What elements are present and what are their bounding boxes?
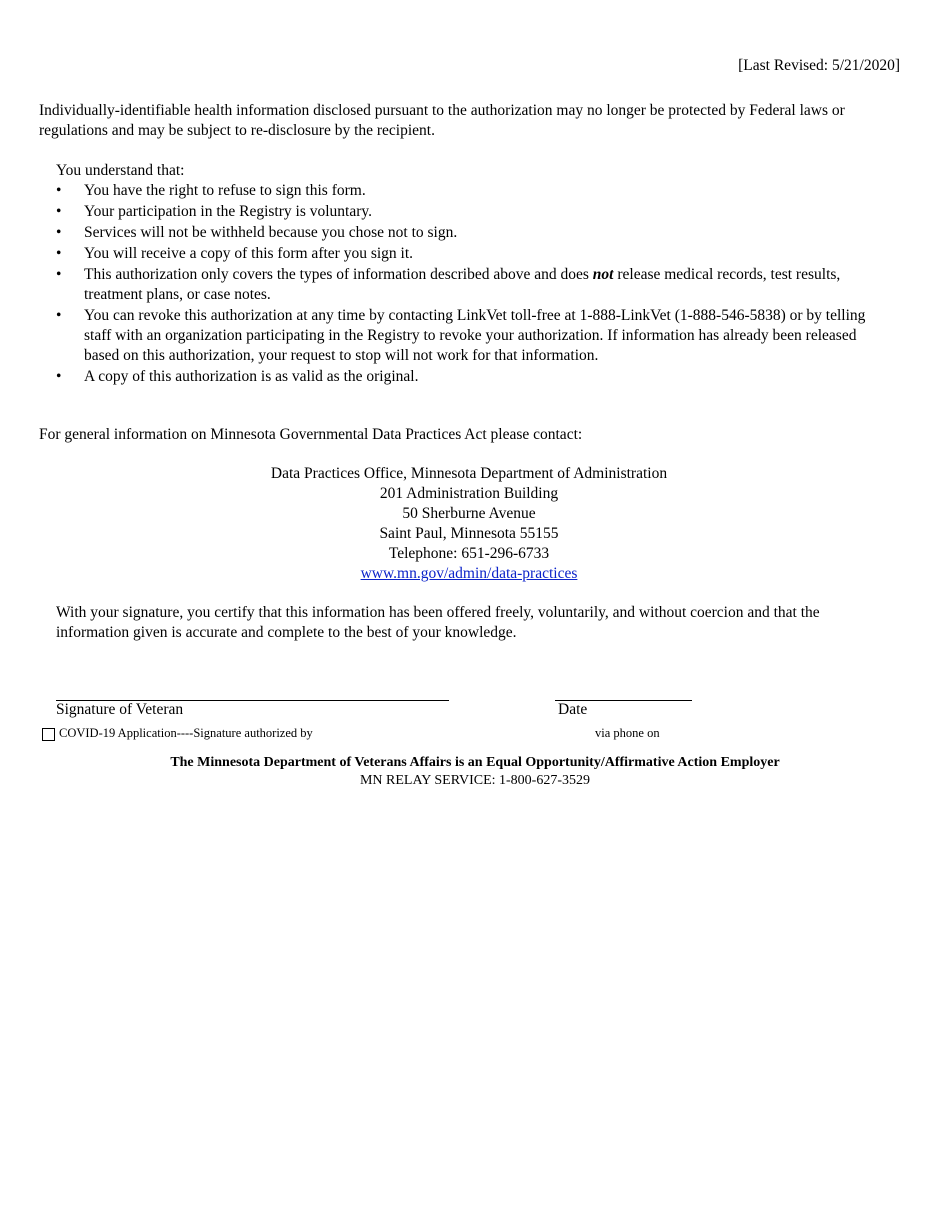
- understanding-list: [56, 181, 886, 388]
- emphasis-not: not: [592, 266, 614, 283]
- signature-label: Signature of Veteran: [56, 701, 184, 718]
- contact-city: Saint Paul, Minnesota 55155: [379, 525, 559, 542]
- bullet-icon: •: [56, 368, 62, 385]
- certification-text: With your signature, you certify that this information has been offered freely, voluntarily, and without coercion and that the information given is accurate and complete to the best of your knowledge.: [56, 604, 820, 641]
- equal-opportunity-statement: The Minnesota Department of Veterans Affairs is an Equal Opportunity/Affirmative Action Employer: [170, 755, 780, 770]
- list-item: • You can revoke this authorization at any time by contacting LinkVet toll-free at 1-888-LinkVet (1-888-546-5838) or by telling staff with an organization participating in the Registry to revoke your authorization. If information has already been released based on this authorization, your request to stop will not work for that information.: [56, 307, 866, 364]
- date-label: Date: [558, 701, 588, 718]
- contact-office: Data Practices Office, Minnesota Department of Administration: [270, 465, 668, 482]
- list-item: • This authorization only covers the types of information described above and does not release medical records, test results, treatment plans, or case notes.: [56, 266, 841, 303]
- contact-address: [0, 464, 938, 584]
- via-phone-label: via phone on: [595, 726, 660, 740]
- data-practices-link[interactable]: www.mn.gov/admin/data-practices: [360, 565, 578, 582]
- list-item: • Your participation in the Registry is voluntary.: [56, 203, 373, 220]
- contact-street: 50 Sherburne Avenue: [402, 505, 536, 522]
- covid-application-checkbox[interactable]: [42, 728, 55, 741]
- last-revised-date: [Last Revised: 5/21/2020]: [738, 57, 900, 74]
- bullet-icon: •: [56, 203, 62, 220]
- understand-heading: You understand that:: [56, 162, 185, 179]
- bullet-icon: •: [56, 307, 62, 324]
- bullet-icon: •: [56, 182, 62, 199]
- list-item: • You will receive a copy of this form after you sign it.: [56, 245, 414, 262]
- footer: [0, 754, 950, 790]
- relay-service: MN RELAY SERVICE: 1-800-627-3529: [359, 773, 590, 788]
- bullet-icon: •: [56, 245, 62, 262]
- disclosure-notice: Individually-identifiable health information disclosed pursuant to the authorization may no longer be protected by Federal laws or regulations and may be subject to re-disclosure by the recipient.: [39, 102, 845, 139]
- bullet-icon: •: [56, 224, 62, 241]
- list-item: • You have the right to refuse to sign this form.: [56, 182, 366, 199]
- covid-application-label: COVID-19 Application----Signature authorized by: [59, 726, 313, 740]
- bullet-icon: •: [56, 266, 62, 283]
- list-item: • A copy of this authorization is as valid as the original.: [56, 368, 419, 385]
- contact-telephone: Telephone: 651-296-6733: [388, 545, 550, 562]
- list-item: • Services will not be withheld because you chose not to sign.: [56, 224, 458, 241]
- contact-building: 201 Administration Building: [379, 485, 559, 502]
- general-info-text: For general information on Minnesota Governmental Data Practices Act please contact:: [39, 426, 583, 443]
